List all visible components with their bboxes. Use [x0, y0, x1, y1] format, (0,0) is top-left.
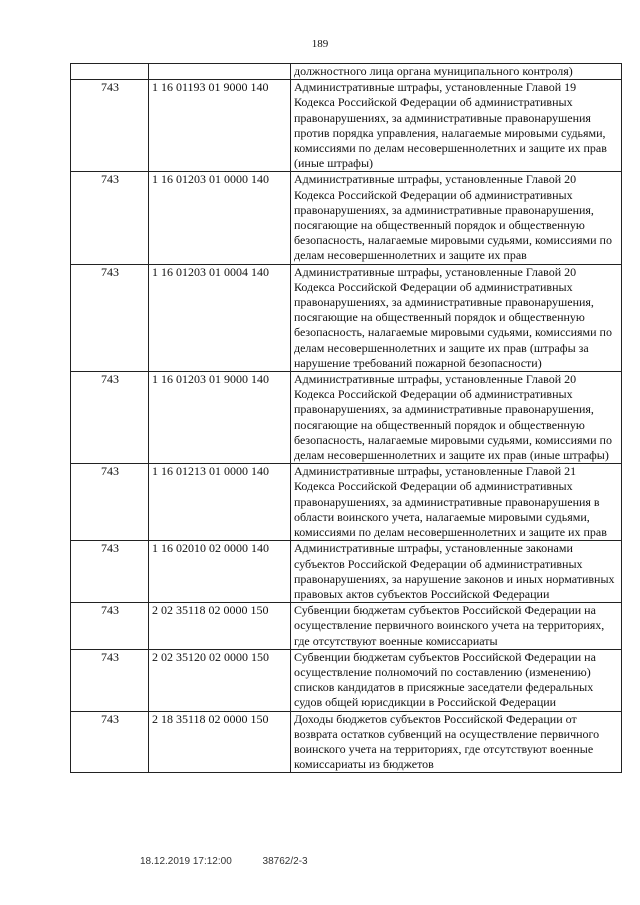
admin-code-cell: 743: [71, 464, 149, 541]
admin-code-cell: 743: [71, 172, 149, 264]
table-row: [71, 172, 622, 264]
revenue-name-cell: Административные штрафы, установленные Главой 20 Кодекса Российской Федерации об административных правонарушениях, за административные правонарушения, посягающие на общественный порядок и общественную безопасность, налагаемые мировыми судьями, комиссиями по делам несовершеннолетних и защите их прав (штрафы за нарушение требований пожарной безопасности): [291, 264, 622, 371]
revenue-name-cell: Доходы бюджетов субъектов Российской Федерации от возврата остатков субвенций на осуществление первичного воинского учета на территориях, где отсутствуют военные комиссариаты из бюджетов: [291, 711, 622, 773]
admin-code-cell: 743: [71, 264, 149, 371]
budget-code-cell: 2 02 35120 02 0000 150: [149, 649, 291, 711]
budget-code-cell: 2 18 35118 02 0000 150: [149, 711, 291, 773]
table-row: [71, 603, 622, 650]
footer-timestamp: 18.12.2019 17:12:00: [140, 856, 232, 867]
budget-code-cell: 1 16 01213 01 0000 140: [149, 464, 291, 541]
budget-code-cell: 2 02 35118 02 0000 150: [149, 603, 291, 650]
budget-code-cell: 1 16 01193 01 9000 140: [149, 80, 291, 172]
admin-code-cell: 743: [71, 711, 149, 773]
table-row: [71, 464, 622, 541]
admin-code-cell: 743: [71, 603, 149, 650]
admin-code-cell: [71, 64, 149, 80]
admin-code-cell: 743: [71, 80, 149, 172]
budget-codes-table: [70, 63, 622, 773]
table-row: [71, 541, 622, 603]
budget-code-cell: 1 16 01203 01 0004 140: [149, 264, 291, 371]
revenue-name-cell: Административные штрафы, установленные Главой 20 Кодекса Российской Федерации об административных правонарушениях, за административные правонарушения, посягающие на общественный порядок и общественную безопасность, налагаемые мировыми судьями, комиссиями по делам несовершеннолетних и защите их прав (иные штрафы): [291, 372, 622, 464]
footer-doc-id: 38762/2-3: [262, 856, 308, 867]
budget-code-cell: 1 16 01203 01 0000 140: [149, 172, 291, 264]
revenue-name-cell: Административные штрафы, установленные законами субъектов Российской Федерации об административных правонарушениях, за нарушение законов и иных нормативных правовых актов субъектов Российской Федерации: [291, 541, 622, 603]
table-body: [71, 64, 622, 773]
table-row: [71, 80, 622, 172]
table-row: [71, 372, 622, 464]
revenue-name-cell: должностного лица органа муниципального контроля): [291, 64, 622, 80]
revenue-name-cell: Административные штрафы, установленные Главой 19 Кодекса Российской Федерации об административных правонарушениях, за административные правонарушения против порядка управления, налагаемые мировыми судьями, комиссиями по делам несовершеннолетних и защите их прав (иные штрафы): [291, 80, 622, 172]
page-number: 189: [311, 38, 329, 50]
budget-code-cell: 1 16 01203 01 9000 140: [149, 372, 291, 464]
revenue-name-cell: Административные штрафы, установленные Главой 20 Кодекса Российской Федерации об административных правонарушениях, за административные правонарушения, посягающие на общественный порядок и общественную безопасность, налагаемые мировыми судьями, комиссиями по делам несовершеннолетних и защите их прав: [291, 172, 622, 264]
budget-code-cell: [149, 64, 291, 80]
table-row: [71, 711, 622, 773]
table-row: [71, 64, 622, 80]
revenue-name-cell: Субвенции бюджетам субъектов Российской Федерации на осуществление полномочий по составлению (изменению) списков кандидатов в присяжные заседатели федеральных судов общей юрисдикции в Российской Федерации: [291, 649, 622, 711]
document-footer: [140, 856, 336, 867]
admin-code-cell: 743: [71, 541, 149, 603]
table-row: [71, 264, 622, 371]
revenue-name-cell: Административные штрафы, установленные Главой 21 Кодекса Российской Федерации об административных правонарушениях, за административные правонарушения в области воинского учета, налагаемые мировыми судьями, комиссиями по делам несовершеннолетних и защите их прав: [291, 464, 622, 541]
admin-code-cell: 743: [71, 372, 149, 464]
budget-code-cell: 1 16 02010 02 0000 140: [149, 541, 291, 603]
table-row: [71, 649, 622, 711]
revenue-name-cell: Субвенции бюджетам субъектов Российской Федерации на осуществление первичного воинского учета на территориях, где отсутствуют военные комиссариаты: [291, 603, 622, 650]
admin-code-cell: 743: [71, 649, 149, 711]
